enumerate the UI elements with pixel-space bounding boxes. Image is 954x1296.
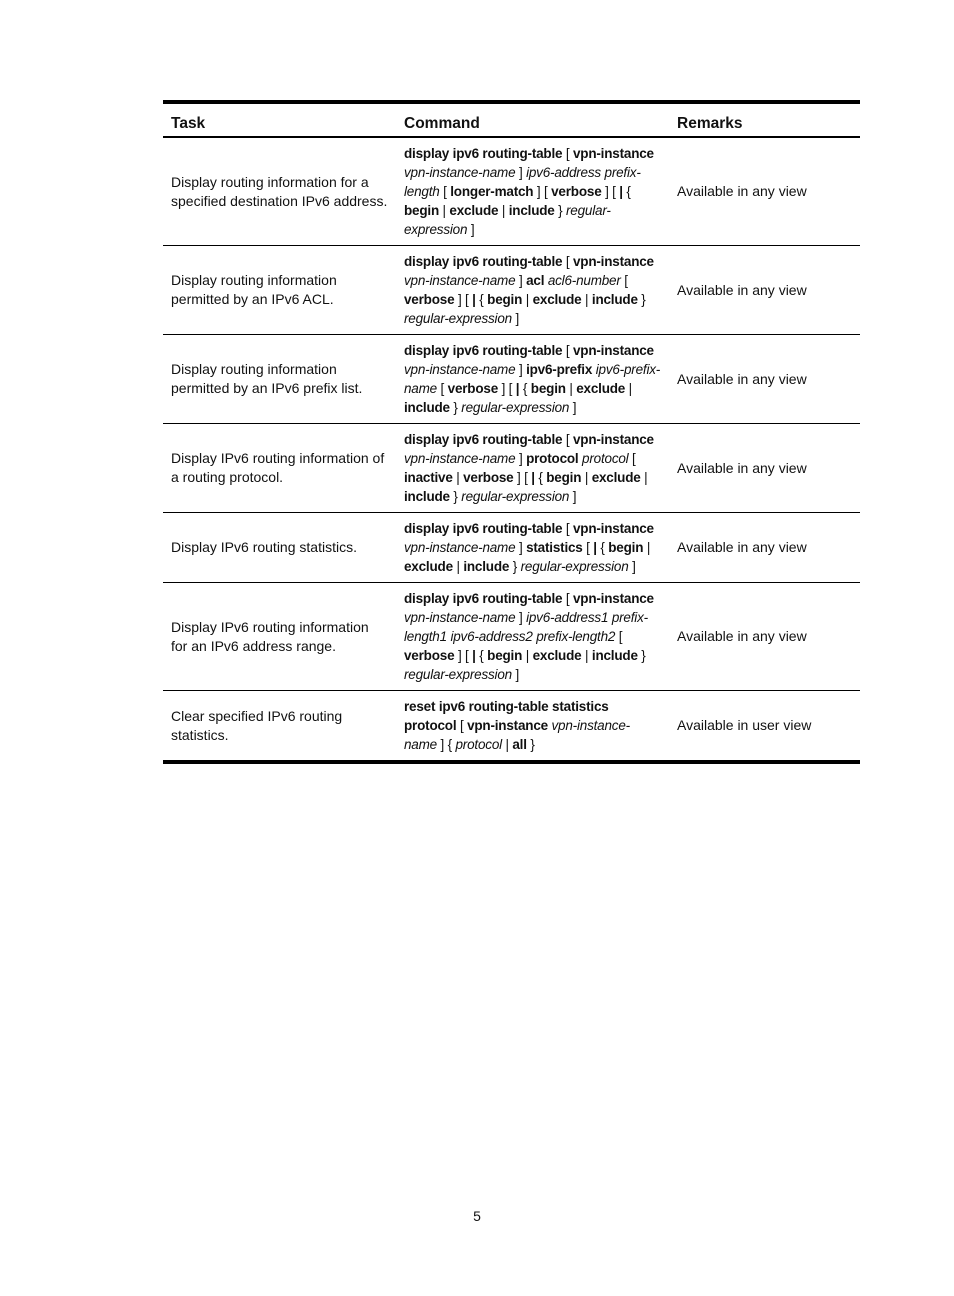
command-syntax: ] <box>467 222 475 237</box>
command-argument: vpn-instance-name <box>404 540 516 555</box>
command-argument: vpn-instance-name <box>404 718 630 752</box>
task-cell: Display IPv6 routing statistics. <box>171 539 357 555</box>
command-syntax: } <box>509 559 521 574</box>
table-row <box>163 583 860 691</box>
command-syntax: | <box>581 292 592 307</box>
command-syntax: } <box>449 400 462 415</box>
command-argument: regular-expression <box>520 559 629 574</box>
command-syntax: { <box>475 648 488 663</box>
page-number: 5 <box>473 1208 481 1224</box>
command-keyword: verbose <box>404 292 455 307</box>
table-row <box>163 691 860 763</box>
command-syntax: [ <box>562 254 573 269</box>
command-argument: protocol <box>582 451 629 466</box>
command-argument: vpn-instance-name <box>404 362 516 377</box>
table-body <box>163 137 860 762</box>
command-syntax: ] <box>515 165 527 180</box>
task-cell: Display routing information permitted by an IPv6 ACL. <box>171 272 337 307</box>
command-keyword: | <box>515 381 520 396</box>
command-keyword: acl <box>526 273 545 288</box>
command-syntax: ] [ <box>513 470 532 485</box>
task-cell: Display routing information permitted by an IPv6 prefix list. <box>171 361 363 396</box>
command-keyword: display ipv6 routing-table <box>404 521 563 536</box>
remarks-cell: Available in any view <box>677 183 807 199</box>
command-syntax: [ <box>615 629 623 644</box>
command-syntax: [ <box>620 273 628 288</box>
command-syntax: [ <box>562 343 573 358</box>
command-cell <box>396 513 669 583</box>
command-syntax: { <box>534 470 547 485</box>
command-syntax: ] [ <box>601 184 620 199</box>
table-row <box>163 246 860 335</box>
command-keyword: vpn-instance <box>467 718 548 733</box>
task-cell: Display routing information for a specified destination IPv6 address. <box>171 173 388 209</box>
command-syntax: | <box>565 381 577 396</box>
header-task: Task <box>171 115 206 132</box>
command-keyword: include <box>404 489 450 504</box>
remarks-cell: Available in any view <box>677 281 807 298</box>
command-syntax: ] <box>515 540 527 555</box>
command-syntax: ] <box>511 667 520 682</box>
command-syntax: ] <box>628 559 636 574</box>
command-keyword: ipv6-prefix <box>526 362 593 377</box>
command-keyword: exclude <box>404 559 453 574</box>
command-keyword: begin <box>404 203 439 218</box>
command-keyword: begin <box>487 648 523 663</box>
command-syntax: [ <box>562 591 573 606</box>
command-cell <box>396 691 669 763</box>
command-keyword: display ipv6 routing-table <box>404 432 563 447</box>
command-syntax: ] <box>515 451 527 466</box>
command-keyword: longer-match <box>450 184 534 199</box>
command-keyword: include <box>404 400 450 415</box>
command-syntax: } <box>526 737 535 752</box>
command-syntax: ] <box>569 400 577 415</box>
command-keyword: include <box>591 292 638 307</box>
command-table <box>163 100 860 764</box>
command-syntax: { <box>475 292 488 307</box>
command-syntax: | <box>452 470 464 485</box>
remarks-cell: Available in any view <box>677 459 807 476</box>
command-syntax: [ <box>562 432 573 447</box>
command-syntax: [ <box>439 184 451 199</box>
remarks-cell: Available in any view <box>677 628 807 644</box>
command-argument: ipv6-prefix-name <box>404 362 661 396</box>
command-keyword: | <box>593 540 597 555</box>
command-keyword: all <box>512 737 527 752</box>
table-row <box>163 335 860 424</box>
command-argument: vpn-instance-name <box>404 451 516 466</box>
command-syntax: } <box>449 489 462 504</box>
command-keyword: protocol <box>526 451 579 466</box>
command-syntax: | <box>625 381 632 396</box>
command-keyword: vpn-instance <box>572 521 654 536</box>
command-syntax: | <box>643 540 651 555</box>
command-keyword: | <box>531 470 535 485</box>
command-keyword: verbose <box>404 648 455 663</box>
command-keyword: inactive <box>404 470 453 485</box>
command-argument: regular-expression <box>404 667 512 682</box>
command-syntax: ] <box>515 273 527 288</box>
command-syntax: } <box>637 292 646 307</box>
command-keyword: include <box>508 203 555 218</box>
task-cell: Clear specified IPv6 routing statistics. <box>171 707 343 743</box>
command-keyword: verbose <box>551 184 602 199</box>
command-cell <box>396 137 669 246</box>
command-syntax: | <box>452 559 464 574</box>
command-keyword: verbose <box>463 470 514 485</box>
task-cell: Display IPv6 routing information of a routing protocol. <box>171 450 385 485</box>
table-row <box>163 137 860 246</box>
command-keyword: exclude <box>532 648 582 663</box>
command-syntax: ] [ <box>454 292 473 307</box>
command-keyword: display ipv6 routing-table <box>404 254 563 269</box>
command-keyword: | <box>619 184 623 199</box>
command-syntax: { <box>519 381 531 396</box>
header-command: Command <box>404 115 480 132</box>
command-keyword: exclude <box>591 470 641 485</box>
command-cell <box>396 424 669 513</box>
table-header-row <box>163 102 860 137</box>
command-keyword: begin <box>608 540 644 555</box>
command-syntax: | <box>581 648 592 663</box>
command-keyword: exclude <box>532 292 582 307</box>
table-row <box>163 424 860 513</box>
command-argument: regular-expression <box>404 203 611 237</box>
command-syntax: } <box>554 203 567 218</box>
command-keyword: verbose <box>447 381 499 396</box>
command-syntax: { <box>596 540 609 555</box>
task-cell: Display IPv6 routing information for an IPv6 address range. <box>171 618 369 654</box>
command-argument: vpn-instance-name <box>404 273 516 288</box>
command-keyword: begin <box>487 292 523 307</box>
command-syntax: [ <box>436 381 448 396</box>
command-argument: protocol <box>455 737 502 752</box>
command-syntax: ] [ <box>454 648 473 663</box>
command-syntax: | <box>581 470 592 485</box>
command-keyword: statistics <box>526 540 583 555</box>
command-syntax: [ <box>628 451 636 466</box>
command-argument: vpn-instance-name <box>404 610 516 625</box>
command-syntax: | <box>439 203 450 218</box>
command-keyword: reset ipv6 routing-table statistics protocol <box>404 699 609 733</box>
command-keyword: begin <box>530 381 566 396</box>
command-syntax: | <box>522 648 533 663</box>
command-cell <box>396 583 669 691</box>
command-keyword: vpn-instance <box>572 591 654 606</box>
command-keyword: exclude <box>576 381 626 396</box>
command-keyword: exclude <box>449 203 499 218</box>
command-keyword: vpn-instance <box>572 432 654 447</box>
command-keyword: vpn-instance <box>572 146 654 161</box>
header-remarks: Remarks <box>677 115 743 132</box>
command-syntax: ] <box>511 311 520 326</box>
command-keyword: include <box>463 559 510 574</box>
command-syntax: | <box>640 470 648 485</box>
command-argument: regular-expression <box>461 400 570 415</box>
command-cell <box>396 246 669 335</box>
command-argument: acl6-number <box>547 273 621 288</box>
command-keyword: display ipv6 routing-table <box>404 146 563 161</box>
remarks-cell: Available in any view <box>677 370 807 387</box>
command-syntax: ] <box>569 489 577 504</box>
command-keyword: include <box>591 648 638 663</box>
command-syntax: | <box>498 203 509 218</box>
command-syntax: ] [ <box>533 184 552 199</box>
remarks-cell: Available in any view <box>677 539 807 555</box>
command-keyword: display ipv6 routing-table <box>404 343 563 358</box>
command-syntax: ] { <box>436 737 456 752</box>
command-syntax: } <box>637 648 646 663</box>
command-keyword: begin <box>546 470 582 485</box>
table-row <box>163 513 860 583</box>
command-syntax: { <box>622 184 631 199</box>
command-cell <box>396 335 669 424</box>
command-keyword: | <box>472 648 476 663</box>
command-syntax: | <box>501 737 513 752</box>
command-syntax: ] <box>515 610 527 625</box>
command-syntax: ] [ <box>498 381 516 396</box>
command-argument: regular-expression <box>461 489 570 504</box>
command-argument: ipv6-address1 prefix-length1 ipv6-address2 prefix-length2 <box>404 610 648 644</box>
remarks-cell: Available in user view <box>677 717 812 733</box>
command-syntax: [ <box>562 146 573 161</box>
command-argument: ipv6-address prefix-length <box>404 165 641 199</box>
command-keyword: vpn-instance <box>572 254 654 269</box>
command-keyword: | <box>472 292 476 307</box>
command-syntax: [ <box>456 718 468 733</box>
command-syntax: [ <box>582 540 594 555</box>
command-keyword: display ipv6 routing-table <box>404 591 563 606</box>
command-syntax: [ <box>562 521 573 536</box>
command-keyword: vpn-instance <box>572 343 654 358</box>
command-syntax: | <box>522 292 533 307</box>
command-syntax: ] <box>515 362 527 377</box>
command-argument: vpn-instance-name <box>404 165 516 180</box>
command-argument: regular-expression <box>404 311 512 326</box>
